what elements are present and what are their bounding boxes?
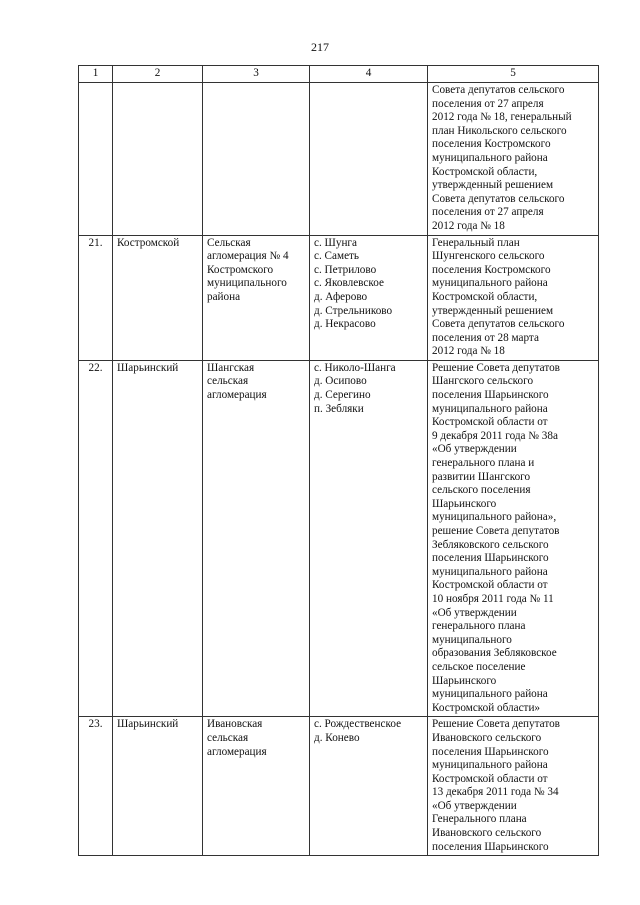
document-line: Ивановского сельского (432, 827, 542, 840)
document-line: поселения Шарьинского (432, 552, 549, 565)
agglomeration-cell-line: агломерация (207, 745, 267, 758)
settlements-cell-line: д. Некрасово (314, 318, 376, 331)
document-line: Костромской области от (432, 416, 548, 429)
document-line: «Об утверждении (432, 443, 517, 456)
document-line: «Об утверждении (432, 799, 517, 812)
row-number: 23. (79, 717, 113, 856)
document-line: Шунгенского сельского (432, 250, 545, 263)
document-line: «Об утверждении (432, 606, 517, 619)
document-line: Костромской области» (432, 701, 541, 714)
settlements-cell (310, 235, 428, 360)
row-number: 22. (79, 360, 113, 716)
settlements-cell-line: д. Серегино (314, 389, 371, 402)
document-cell (428, 235, 599, 360)
agglomeration-cell-line: сельская (207, 375, 249, 388)
agglomeration-cell (203, 360, 310, 716)
table-header-row (79, 66, 599, 83)
document-line: поселения Шарьинского (432, 389, 549, 402)
document-line: Шарьинского (432, 674, 497, 687)
header-col-2: 2 (113, 66, 203, 83)
document-line: 2012 года № 18 (432, 219, 505, 232)
document-line: Решение Совета депутатов (432, 718, 560, 731)
agglomeration-cell-line: муниципального (207, 277, 287, 290)
document-line: 2012 года № 18, генеральный (432, 111, 572, 124)
header-col-3: 3 (203, 66, 310, 83)
district-cell (113, 83, 203, 236)
document-line: образования Зебляковское (432, 647, 557, 660)
district-cell: Костромской (113, 235, 203, 360)
document-cell (428, 717, 599, 856)
document-line: муниципального района (432, 151, 548, 164)
table-row (79, 360, 599, 716)
document-line: 10 ноября 2011 года № 11 (432, 592, 554, 605)
settlements-cell-line: д. Осипово (314, 375, 367, 388)
document-line: 9 декабря 2011 года № 38а (432, 429, 558, 442)
settlements-cell (310, 717, 428, 856)
header-col-1: 1 (79, 66, 113, 83)
document-line: Решение Совета депутатов (432, 361, 560, 374)
agglomeration-cell (203, 83, 310, 236)
settlements-cell-line: с. Рождественское (314, 718, 402, 731)
document-line: Шарьинского (432, 497, 497, 510)
settlements-cell (310, 83, 428, 236)
settlements-cell-line: с. Николо-Шанга (314, 361, 396, 374)
settlements-cell-line: с. Шунга (314, 236, 357, 249)
settlements-cell-line: д. Аферово (314, 290, 368, 303)
agglomeration-cell-line: Ивановская (207, 718, 263, 731)
document-line: поселения Костромского (432, 263, 551, 276)
district-cell: Шарьинский (113, 717, 203, 856)
document-line: сельское поселение (432, 660, 526, 673)
document-line: утвержденный решением (432, 179, 554, 192)
document-line: Генеральный план (432, 236, 520, 249)
document-line: муниципального района (432, 402, 548, 415)
table-row (79, 235, 599, 360)
document-line: генерального плана (432, 620, 526, 633)
agglomeration-cell-line: сельская (207, 731, 249, 744)
document-line: Совета депутатов сельского (432, 84, 565, 96)
table-row (79, 83, 599, 236)
settlements-cell-line: д. Конево (314, 731, 360, 744)
document-line: муниципального района (432, 759, 548, 772)
document-line: план Никольского сельского (432, 124, 567, 137)
settlements-table (78, 65, 599, 856)
row-number: 21. (79, 235, 113, 360)
document-line: решение Совета депутатов (432, 525, 560, 537)
document-line: поселения от 28 марта (432, 331, 539, 344)
document-line: 2012 года № 18 (432, 345, 505, 358)
agglomeration-cell-line: агломерация (207, 389, 267, 402)
document-line: муниципального района (432, 688, 548, 701)
document-line: поселения от 27 апреля (432, 97, 544, 110)
district-cell: Шарьинский (113, 360, 203, 716)
document-line: муниципального района (432, 277, 548, 290)
document-line: Костромской области от (432, 772, 548, 785)
settlements-cell-line: д. Стрельниково (314, 304, 393, 317)
table-row (79, 717, 599, 856)
agglomeration-cell-line: Костромского (207, 263, 274, 276)
document-line: Зебляковского сельского (432, 538, 549, 551)
document-line: муниципального района (432, 565, 548, 578)
document-line: муниципального (432, 633, 512, 646)
header-col-5: 5 (428, 66, 599, 83)
header-col-4: 4 (310, 66, 428, 83)
document-line: 13 декабря 2011 года № 34 (432, 786, 559, 799)
document-line: утвержденный решением (432, 304, 554, 317)
settlements-cell (310, 360, 428, 716)
agglomeration-cell-line: агломерация № 4 (207, 250, 289, 263)
document-cell (428, 83, 599, 236)
document-line: поселения от 27 апреля (432, 206, 544, 219)
settlements-cell-line: с. Петрилово (314, 263, 377, 276)
table-body (79, 83, 599, 856)
document-line: поселения Шарьинского (432, 745, 549, 758)
document-cell (428, 360, 599, 716)
document-line: Костромской области, (432, 290, 538, 303)
page-number: 217 (311, 40, 329, 54)
document-line: Генерального плана (432, 813, 527, 826)
agglomeration-cell (203, 235, 310, 360)
agglomeration-cell (203, 717, 310, 856)
document-line: поселения Шарьинского (432, 840, 549, 853)
document-line: Совета депутатов сельского (432, 192, 565, 205)
document-line: сельского поселения (432, 484, 531, 497)
document-line: Совета депутатов сельского (432, 318, 565, 331)
settlements-cell-line: с. Яковлевское (314, 277, 384, 290)
document-line: генерального плана и (432, 457, 535, 470)
agglomeration-cell-line: Сельская (207, 236, 251, 249)
document-line: развитии Шангского (432, 470, 531, 483)
document-line: Ивановского сельского (432, 731, 542, 744)
document-line: Шангского сельского (432, 375, 534, 388)
document-line: Костромской области, (432, 165, 538, 178)
document-line: Костромской области от (432, 579, 548, 592)
document-line: муниципального района», (432, 511, 557, 524)
agglomeration-cell-line: района (207, 290, 241, 303)
agglomeration-cell-line: Шангская (207, 361, 255, 374)
document-line: поселения Костромского (432, 138, 551, 151)
row-number (79, 83, 113, 236)
settlements-cell-line: с. Саметь (314, 250, 360, 263)
settlements-cell-line: п. Зебляки (314, 402, 364, 415)
